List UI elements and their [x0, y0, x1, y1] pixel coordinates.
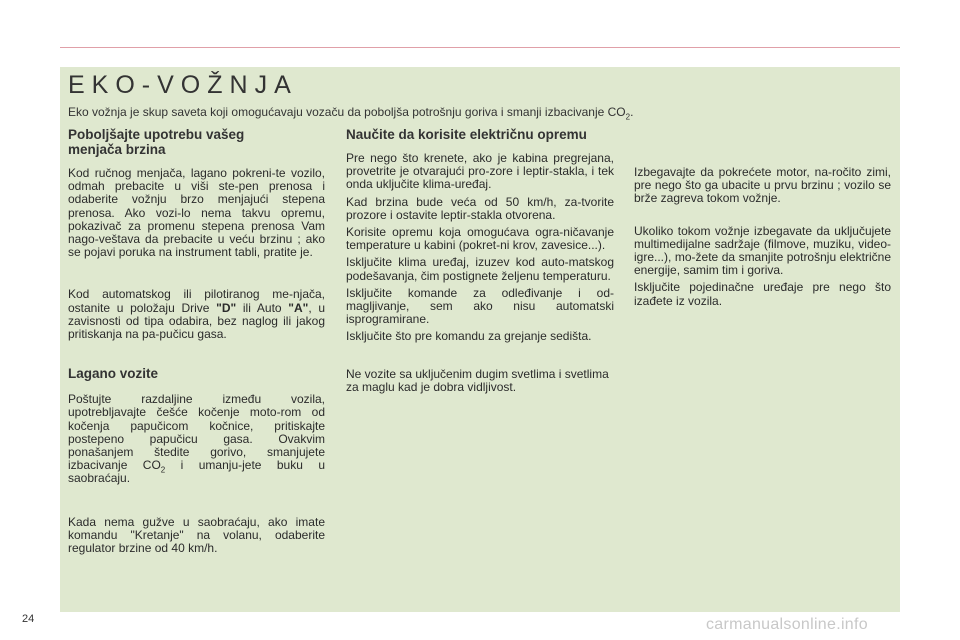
paragraph-seat-heating: Isključite što pre komandu za grejanje sedišta. [346, 329, 592, 344]
page-number: 24 [22, 613, 35, 625]
paragraph-automatic-gearbox [68, 288, 325, 341]
text-segment: Kod automatskog ili pilotiranog me-njača, ostanite u položaju Drive [68, 287, 325, 315]
watermark-text: carmanualsonline.info [706, 616, 868, 633]
paragraph-manual-gearbox: Kod ručnog menjača, lagano pokreni-te vozilo, odmah prebacite u viši ste-pen prenosa i odaberite vožnju brzo menjajući stepena prenosa. Ako vozi-lo nema takvu opremu, pokazivač za promenu stepena prenosa Vam nago-veštava da prebacite u veću brzinu ; ako se pojavi poruka na instrument tabli, pratite je. [68, 166, 325, 260]
paragraph-drive-smoothly [68, 393, 325, 485]
text-segment: i umanju-jete buku u saobraćaju. [68, 458, 325, 486]
intro-text [68, 105, 888, 122]
auto-label: "A" [288, 300, 309, 315]
paragraph-windows: Kad brzina bude veća od 50 km/h, za-tvorite prozore i ostavite leptir-stakla otvorena. [346, 194, 614, 222]
paragraph-devices-off: Isključite pojedinačne uređaje pre nego što izađete iz vozila. [634, 280, 891, 308]
page-title: EKO-VOŽNJA [68, 71, 298, 99]
paragraph-multimedia: Ukoliko tokom vožnje izbegavate da uključujete multimedijalne sadržaje (filmove, muziku, video-igre...), mo-žete da smanjite potrošnju električne energije, samim tim i goriva. [634, 223, 891, 278]
intro-end: . [630, 105, 634, 119]
top-divider [60, 47, 900, 48]
heading-gearbox: Poboljšajte upotrebu vašeg menjača brzina [68, 127, 245, 157]
heading-drive-smoothly: Lagano vozite [68, 366, 159, 382]
column-engine-tips [634, 166, 891, 308]
drive-label: "D" [216, 300, 237, 315]
column-gearbox [68, 127, 325, 555]
intro-subscript: 2 [625, 112, 631, 122]
intro-body: Eko vožnja je skup saveta koji omogućavaju vozaču da poboljša potrošnju goriva i smanji izbacivanje CO [68, 105, 626, 119]
paragraph-headlights: Ne vozite sa uključenim dugim svetlima i svetlima za maglu kad je dobra vidljivost. [346, 366, 609, 394]
text-segment: , u zavisnosti od tipa odabira, bez naglog ili jakog pritiskanja na pa-pučicu gasa. [68, 300, 326, 342]
paragraph-temperature-equipment: Korisite opremu koja omogućava ogra-ničavanje temperature u kabini (pokret-ni krov, zavesice...). [346, 225, 614, 253]
paragraph-air-conditioning: Isključite klima uređaj, izuzev kod auto-matskog podešavanja, čim postignete željenu temperaturu. [346, 255, 614, 283]
text-segment: Poštujte razdaljine između vozila, upotrebljavajte češće kočenje moto-rom od kočenja papučicom kočnice, pritiskajte postepeno papučicu gasa. Ovakvim ponašanjem štedite gorivo, smanjujete izbacivanje CO [68, 392, 325, 473]
co2-subscript: 2 [160, 465, 166, 475]
text-segment: ili Auto [236, 300, 289, 315]
paragraph-defrost: Isključite komande za odleđivanje i od-magljivanje, sem ako nisu automatski isprogramirane. [346, 285, 614, 327]
column-electrical [346, 127, 614, 394]
paragraph-ventilation: Pre nego što krenete, ako je kabina pregrejana, provetrite je otvarajući pro-zore i leptir-stakla, i tek onda uključite klima-uređaj. [346, 151, 614, 192]
paragraph-cruise-control: Kada nema gužve u saobraćaju, ako imate komandu "Kretanje" na volanu, odaberite regulator brzine od 40 km/h. [68, 514, 325, 556]
paragraph-engine-start: Izbegavajte da pokrećete motor, na-ročito zimi, pre nego što ga ubacite u prvu brzinu ; vozilo se brže zagreva tokom vožnje. [634, 165, 891, 206]
heading-electrical: Naučite da korisite električnu opremu [346, 127, 587, 142]
